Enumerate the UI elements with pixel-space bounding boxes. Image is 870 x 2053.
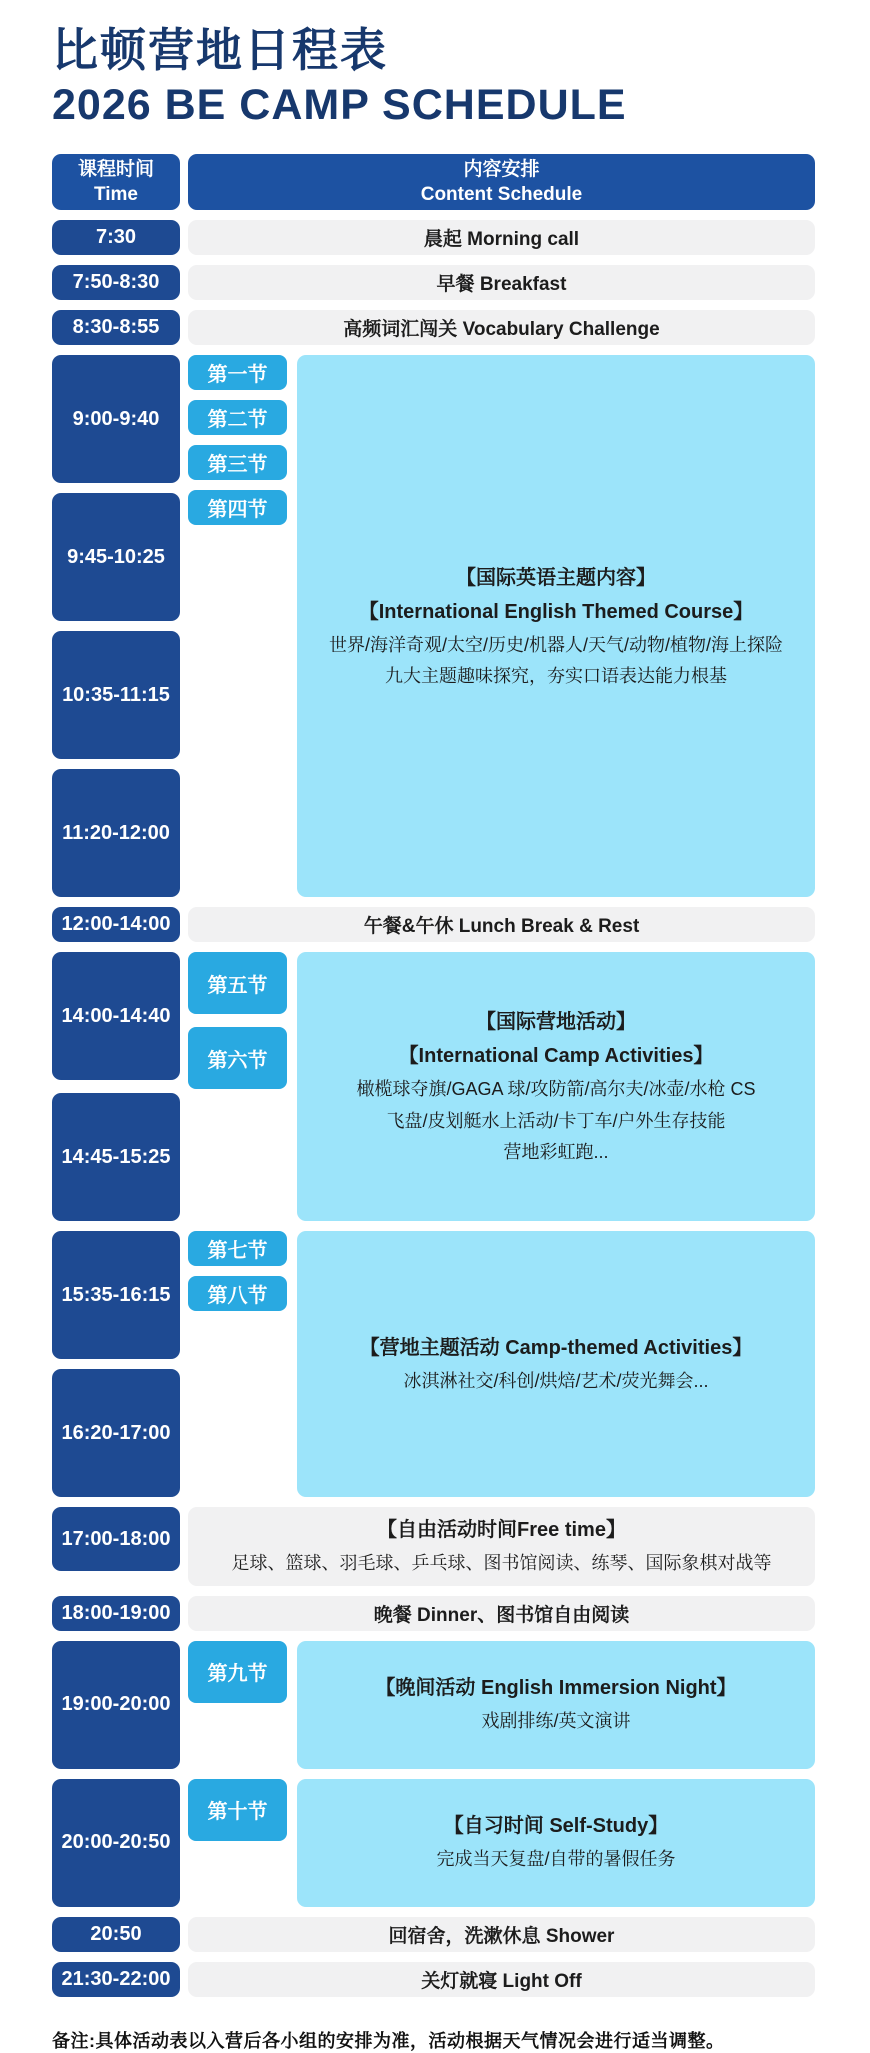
- activity-detail: 戏剧排练/英文演讲: [481, 1711, 631, 1732]
- block-evening-activity: [52, 1641, 815, 1769]
- content-cell: 午餐&午休 Lunch Break & Rest: [188, 907, 815, 942]
- footnote: 备注:具体活动表以入营后各小组的安排为准，活动根据天气情况会进行适当调整。: [52, 2030, 725, 2051]
- activity-content-cell: [297, 1231, 815, 1497]
- time-cell: 7:50-8:30: [52, 265, 180, 300]
- activity-title: 【晚间活动 English Immersion Night】: [375, 1677, 737, 1700]
- time-header-en: Time: [93, 184, 138, 206]
- header-row: [52, 154, 815, 210]
- block-time-column: [52, 1231, 180, 1497]
- activity-title: 【营地主题活动 Camp-themed Activities】: [359, 1337, 753, 1360]
- content-cell: [188, 1507, 815, 1585]
- period-badge: 第四节: [188, 490, 287, 525]
- time-cell: 16:20-17:00: [52, 1369, 180, 1497]
- time-cell: 21:30-22:00: [52, 1962, 180, 1997]
- time-cell: 20:00-20:50: [52, 1779, 180, 1907]
- row-light-off: [52, 1962, 815, 1997]
- block-period-column: [188, 952, 287, 1221]
- content-cell: 晚餐 Dinner、图书馆自由阅读: [188, 1596, 815, 1631]
- block-period-column: [188, 1641, 287, 1769]
- activity-detail: 世界/海洋奇观/太空/历史/机器人/天气/动物/植物/海上探险: [328, 634, 783, 655]
- block-morning-lessons: [52, 355, 815, 897]
- time-cell: 12:00-14:00: [52, 907, 180, 942]
- activity-title-en: 【International English Themed Course】: [358, 600, 754, 623]
- block-time-column: [52, 1779, 180, 1907]
- activity-detail: 冰淇淋社交/科创/烘焙/艺术/荧光舞会...: [403, 1371, 709, 1392]
- time-cell: 18:00-19:00: [52, 1596, 180, 1631]
- content-header-en: Content Schedule: [420, 184, 583, 206]
- activity-title-zh: 【国际营地活动】: [476, 1011, 636, 1034]
- content-header-zh: 内容安排: [463, 158, 540, 180]
- block-time-column: [52, 355, 180, 897]
- block-period-column: [188, 1231, 287, 1497]
- time-cell: 7:30: [52, 220, 180, 255]
- time-cell: 9:45-10:25: [52, 493, 180, 621]
- activity-content-cell: [297, 1779, 815, 1907]
- free-time-title: 【自由活动时间Free time】: [377, 1519, 626, 1542]
- activity-title: 【自习时间 Self-Study】: [443, 1815, 669, 1838]
- time-cell: 15:35-16:15: [52, 1231, 180, 1359]
- period-badge: 第一节: [188, 355, 287, 390]
- period-badge: 第九节: [188, 1641, 287, 1703]
- free-time-detail: 足球、篮球、羽毛球、乒乓球、图书馆阅读、练琴、国际象棋对战等: [231, 1553, 772, 1574]
- time-cell: 14:45-15:25: [52, 1093, 180, 1221]
- time-cell: 8:30-8:55: [52, 310, 180, 345]
- time-cell: 20:50: [52, 1917, 180, 1952]
- period-badge: 第六节: [188, 1027, 287, 1089]
- activity-detail: 营地彩虹跑...: [503, 1141, 609, 1162]
- activity-detail: 飞盘/皮划艇水上活动/卡丁车/户外生存技能: [386, 1110, 726, 1131]
- block-time-column: [52, 1641, 180, 1769]
- block-camp-activities: [52, 952, 815, 1221]
- time-cell: 10:35-11:15: [52, 631, 180, 759]
- time-cell: 17:00-18:00: [52, 1507, 180, 1571]
- block-period-column: [188, 1779, 287, 1907]
- row-morning-call: [52, 220, 815, 255]
- content-cell: 回宿舍，洗漱休息 Shower: [188, 1917, 815, 1952]
- activity-content-cell: [297, 355, 815, 897]
- activity-detail: 九大主题趣味探究，夯实口语表达能力根基: [385, 665, 727, 686]
- activity-title-en: 【International Camp Activities】: [398, 1045, 714, 1068]
- period-badge: 第三节: [188, 445, 287, 480]
- content-cell: 晨起 Morning call: [188, 220, 815, 255]
- content-cell: 高频词汇闯关 Vocabulary Challenge: [188, 310, 815, 345]
- row-dinner: [52, 1596, 815, 1631]
- activity-detail: 橄榄球夺旗/GAGA 球/攻防箭/高尔夫/冰壶/水枪 CS: [356, 1079, 756, 1100]
- time-cell: 11:20-12:00: [52, 769, 180, 897]
- page-title-en: 2026 BE CAMP SCHEDULE: [52, 80, 627, 129]
- schedule-table: [52, 154, 815, 1996]
- block-self-study: [52, 1779, 815, 1907]
- row-vocabulary-challenge: [52, 310, 815, 345]
- period-badge: 第二节: [188, 400, 287, 435]
- activity-content-cell: [297, 952, 815, 1221]
- activity-title-zh: 【国际英语主题内容】: [456, 566, 656, 589]
- time-cell: 19:00-20:00: [52, 1641, 180, 1769]
- period-badge: 第十节: [188, 1779, 287, 1841]
- time-cell: 9:00-9:40: [52, 355, 180, 483]
- period-badge: 第五节: [188, 952, 287, 1014]
- row-shower: [52, 1917, 815, 1952]
- block-period-column: [188, 355, 287, 897]
- time-column-header: [52, 154, 180, 210]
- block-time-column: [52, 952, 180, 1221]
- block-camp-themed: [52, 1231, 815, 1497]
- content-column-header: [188, 154, 815, 210]
- page-title-zh: 比顿营地日程表: [52, 24, 388, 76]
- time-header-zh: 课程时间: [77, 158, 154, 180]
- content-cell: 早餐 Breakfast: [188, 265, 815, 300]
- row-breakfast: [52, 265, 815, 300]
- row-lunch: [52, 907, 815, 942]
- content-cell: 关灯就寝 Light Off: [188, 1962, 815, 1997]
- period-badge: 第八节: [188, 1276, 287, 1311]
- time-cell: 14:00-14:40: [52, 952, 180, 1080]
- row-free-time: [52, 1507, 815, 1585]
- period-badge: 第七节: [188, 1231, 287, 1266]
- activity-detail: 完成当天复盘/自带的暑假任务: [436, 1849, 676, 1870]
- activity-content-cell: [297, 1641, 815, 1769]
